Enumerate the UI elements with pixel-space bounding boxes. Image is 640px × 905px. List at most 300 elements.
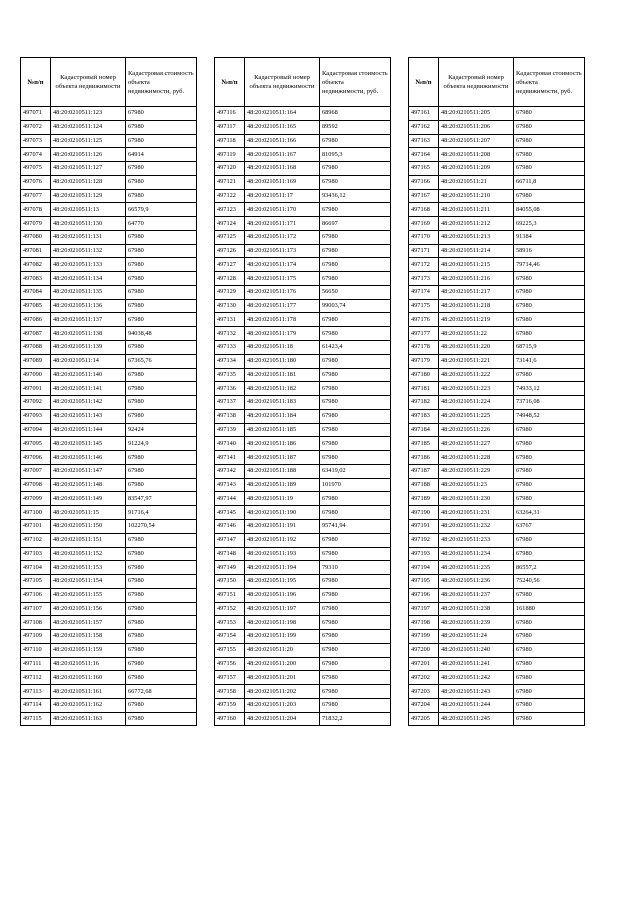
- cadastral-number: 48:20:0210511:198: [245, 616, 320, 630]
- table-row: [215, 602, 391, 616]
- table-row: [215, 203, 391, 217]
- cadastral-number: 48:20:0210511:124: [51, 120, 126, 134]
- row-number: 497131: [215, 313, 245, 327]
- row-number: 497075: [21, 162, 51, 176]
- table-row: [21, 685, 197, 699]
- table-row: [21, 313, 197, 327]
- cadastral-number: 48:20:0210511:235: [439, 561, 514, 575]
- row-number: 497177: [409, 327, 439, 341]
- table-row: [21, 107, 197, 121]
- table-row: [21, 616, 197, 630]
- cadastral-number: 48:20:0210511:158: [51, 630, 126, 644]
- cadastral-value: 67980: [320, 671, 391, 685]
- cadastral-value: 66711,8: [514, 175, 585, 189]
- cadastral-number: 48:20:0210511:240: [439, 643, 514, 657]
- cadastral-value: 61423,4: [320, 341, 391, 355]
- table-row: [21, 244, 197, 258]
- row-number: 497085: [21, 299, 51, 313]
- cadastral-number: 48:20:0210511:180: [245, 354, 320, 368]
- table-row: [215, 547, 391, 561]
- table-row: [215, 313, 391, 327]
- row-number: 497173: [409, 272, 439, 286]
- table-row: [409, 230, 585, 244]
- row-number: 497151: [215, 588, 245, 602]
- cadastral-number: 48:20:0210511:135: [51, 285, 126, 299]
- cadastral-value: 67980: [320, 134, 391, 148]
- cadastral-table-2: [214, 57, 391, 726]
- table-row: [21, 657, 197, 671]
- table-row: [409, 698, 585, 712]
- row-number: 497169: [409, 217, 439, 231]
- table-row: [215, 492, 391, 506]
- row-number: 497136: [215, 382, 245, 396]
- row-number: 497111: [21, 657, 51, 671]
- table-row: [21, 643, 197, 657]
- cadastral-number: 48:20:0210511:16: [51, 657, 126, 671]
- cadastral-value: 67980: [514, 327, 585, 341]
- cadastral-number: 48:20:0210511:15: [51, 506, 126, 520]
- cadastral-value: 67980: [320, 162, 391, 176]
- row-number: 497198: [409, 616, 439, 630]
- cadastral-number: 48:20:0210511:167: [245, 148, 320, 162]
- row-number: 497179: [409, 354, 439, 368]
- table-row: [215, 327, 391, 341]
- cadastral-number: 48:20:0210511:187: [245, 451, 320, 465]
- row-number: 497147: [215, 533, 245, 547]
- row-number: 497102: [21, 533, 51, 547]
- cadastral-number: 48:20:0210511:24: [439, 630, 514, 644]
- table-row: [215, 712, 391, 726]
- cadastral-value: 67980: [126, 285, 197, 299]
- cadastral-value: 67980: [320, 685, 391, 699]
- cadastral-value: 67980: [320, 354, 391, 368]
- cadastral-number: 48:20:0210511:123: [51, 107, 126, 121]
- table-row: [21, 354, 197, 368]
- row-number: 497153: [215, 616, 245, 630]
- cadastral-value: 67980: [514, 423, 585, 437]
- cadastral-value: 67980: [514, 685, 585, 699]
- row-number: 497126: [215, 244, 245, 258]
- row-number: 497150: [215, 575, 245, 589]
- table-row: [215, 671, 391, 685]
- row-number: 497123: [215, 203, 245, 217]
- cadastral-number: 48:20:0210511:146: [51, 451, 126, 465]
- cadastral-value: 67980: [514, 120, 585, 134]
- row-number: 497101: [21, 519, 51, 533]
- row-number: 497166: [409, 175, 439, 189]
- cadastral-value: 73716,08: [514, 396, 585, 410]
- cadastral-value: 67980: [514, 616, 585, 630]
- cadastral-number: 48:20:0210511:231: [439, 506, 514, 520]
- table-row: [21, 712, 197, 726]
- cadastral-value: 67980: [126, 120, 197, 134]
- cadastral-value: 67980: [320, 506, 391, 520]
- row-number: 497078: [21, 203, 51, 217]
- table-row: [21, 189, 197, 203]
- row-number: 497080: [21, 230, 51, 244]
- row-number: 497133: [215, 341, 245, 355]
- row-number: 497124: [215, 217, 245, 231]
- header-cadastral-value: Кадастровая стоимость объекта недвижимости, руб.: [514, 58, 585, 107]
- table-row: [215, 244, 391, 258]
- cadastral-number: 48:20:0210511:159: [51, 643, 126, 657]
- table-row: [21, 409, 197, 423]
- cadastral-value: 63767: [514, 519, 585, 533]
- table-row: [21, 396, 197, 410]
- table-row: [409, 203, 585, 217]
- cadastral-value: 67980: [514, 630, 585, 644]
- cadastral-number: 48:20:0210511:160: [51, 671, 126, 685]
- table-row: [215, 162, 391, 176]
- cadastral-number: 48:20:0210511:232: [439, 519, 514, 533]
- table-row: [21, 175, 197, 189]
- cadastral-number: 48:20:0210511:213: [439, 230, 514, 244]
- cadastral-number: 48:20:0210511:199: [245, 630, 320, 644]
- cadastral-number: 48:20:0210511:145: [51, 437, 126, 451]
- cadastral-number: 48:20:0210511:129: [51, 189, 126, 203]
- table-row: [215, 409, 391, 423]
- row-number: 497184: [409, 423, 439, 437]
- row-number: 497205: [409, 712, 439, 726]
- table-row: [409, 602, 585, 616]
- table-row: [409, 341, 585, 355]
- row-number: 497112: [21, 671, 51, 685]
- cadastral-number: 48:20:0210511:162: [51, 698, 126, 712]
- cadastral-number: 48:20:0210511:244: [439, 698, 514, 712]
- header-cadastral-number: Кадастровый номер объекта недвижимости: [51, 58, 126, 107]
- cadastral-number: 48:20:0210511:224: [439, 396, 514, 410]
- table-row: [409, 217, 585, 231]
- cadastral-number: 48:20:0210511:236: [439, 575, 514, 589]
- table-row: [21, 588, 197, 602]
- cadastral-value: 67980: [320, 588, 391, 602]
- row-number: 497181: [409, 382, 439, 396]
- table-row: [409, 313, 585, 327]
- row-number: 497119: [215, 148, 245, 162]
- row-number: 497134: [215, 354, 245, 368]
- cadastral-value: 67980: [514, 451, 585, 465]
- cadastral-number: 48:20:0210511:149: [51, 492, 126, 506]
- cadastral-value: 67980: [126, 671, 197, 685]
- cadastral-value: 67980: [320, 409, 391, 423]
- cadastral-number: 48:20:0210511:241: [439, 657, 514, 671]
- cadastral-value: 67980: [320, 368, 391, 382]
- table-row: [215, 506, 391, 520]
- cadastral-value: 94038,48: [126, 327, 197, 341]
- cadastral-value: 79310: [320, 561, 391, 575]
- cadastral-value: 67980: [514, 533, 585, 547]
- cadastral-value: 73141,6: [514, 354, 585, 368]
- row-number: 497140: [215, 437, 245, 451]
- table-row: [215, 437, 391, 451]
- table-row: [21, 368, 197, 382]
- cadastral-value: 67980: [320, 547, 391, 561]
- row-number: 497204: [409, 698, 439, 712]
- table-row: [21, 230, 197, 244]
- cadastral-value: 99003,74: [320, 299, 391, 313]
- cadastral-number: 48:20:0210511:229: [439, 464, 514, 478]
- table-row: [215, 685, 391, 699]
- row-number: 497145: [215, 506, 245, 520]
- cadastral-value: 67980: [514, 698, 585, 712]
- cadastral-number: 48:20:0210511:157: [51, 616, 126, 630]
- cadastral-number: 48:20:0210511:23: [439, 478, 514, 492]
- row-number: 497096: [21, 451, 51, 465]
- cadastral-number: 48:20:0210511:17: [245, 189, 320, 203]
- cadastral-value: 67980: [320, 313, 391, 327]
- table-row: [409, 492, 585, 506]
- cadastral-value: 67980: [126, 630, 197, 644]
- cadastral-value: 67980: [126, 341, 197, 355]
- cadastral-value: 67980: [126, 107, 197, 121]
- cadastral-value: 67980: [320, 533, 391, 547]
- cadastral-number: 48:20:0210511:190: [245, 506, 320, 520]
- cadastral-number: 48:20:0210511:168: [245, 162, 320, 176]
- row-number: 497100: [21, 506, 51, 520]
- cadastral-number: 48:20:0210511:127: [51, 162, 126, 176]
- table-row: [215, 272, 391, 286]
- cadastral-number: 48:20:0210511:179: [245, 327, 320, 341]
- table-row: [409, 134, 585, 148]
- cadastral-value: 91224,9: [126, 437, 197, 451]
- row-number: 497156: [215, 657, 245, 671]
- cadastral-number: 48:20:0210511:169: [245, 175, 320, 189]
- cadastral-number: 48:20:0210511:164: [245, 107, 320, 121]
- row-number: 497074: [21, 148, 51, 162]
- row-number: 497086: [21, 313, 51, 327]
- cadastral-value: 67980: [514, 437, 585, 451]
- cadastral-number: 48:20:0210511:155: [51, 588, 126, 602]
- cadastral-number: 48:20:0210511:216: [439, 272, 514, 286]
- cadastral-value: 67980: [320, 657, 391, 671]
- cadastral-value: 83547,97: [126, 492, 197, 506]
- table-row: [21, 341, 197, 355]
- cadastral-value: 67980: [320, 492, 391, 506]
- table-row: [409, 107, 585, 121]
- cadastral-value: 67980: [126, 299, 197, 313]
- cadastral-value: 67980: [126, 189, 197, 203]
- row-number: 497125: [215, 230, 245, 244]
- cadastral-value: 67980: [320, 272, 391, 286]
- row-number: 497088: [21, 341, 51, 355]
- table-row: [21, 561, 197, 575]
- row-number: 497202: [409, 671, 439, 685]
- cadastral-number: 48:20:0210511:156: [51, 602, 126, 616]
- row-number: 497143: [215, 478, 245, 492]
- table-row: [215, 616, 391, 630]
- cadastral-number: 48:20:0210511:181: [245, 368, 320, 382]
- cadastral-number: 48:20:0210511:223: [439, 382, 514, 396]
- cadastral-number: 48:20:0210511:130: [51, 217, 126, 231]
- cadastral-number: 48:20:0210511:189: [245, 478, 320, 492]
- cadastral-value: 67980: [514, 272, 585, 286]
- row-number: 497171: [409, 244, 439, 258]
- table-row: [215, 230, 391, 244]
- table-row: [21, 134, 197, 148]
- table-header-row: [21, 58, 197, 107]
- row-number: 497091: [21, 382, 51, 396]
- cadastral-number: 48:20:0210511:19: [245, 492, 320, 506]
- cadastral-value: 67980: [320, 698, 391, 712]
- cadastral-value: 56650: [320, 285, 391, 299]
- table-row: [409, 643, 585, 657]
- row-number: 497199: [409, 630, 439, 644]
- table-row: [21, 437, 197, 451]
- row-number: 497144: [215, 492, 245, 506]
- cadastral-value: 79714,46: [514, 258, 585, 272]
- table-row: [21, 533, 197, 547]
- cadastral-value: 74948,52: [514, 409, 585, 423]
- cadastral-number: 48:20:0210511:195: [245, 575, 320, 589]
- cadastral-number: 48:20:0210511:148: [51, 478, 126, 492]
- table-row: [409, 437, 585, 451]
- header-number: №п/п: [21, 58, 51, 107]
- cadastral-value: 67980: [514, 657, 585, 671]
- cadastral-value: 67980: [514, 134, 585, 148]
- cadastral-value: 93436,12: [320, 189, 391, 203]
- row-number: 497137: [215, 396, 245, 410]
- cadastral-value: 67980: [320, 616, 391, 630]
- cadastral-number: 48:20:0210511:225: [439, 409, 514, 423]
- row-number: 497162: [409, 120, 439, 134]
- table-row: [21, 285, 197, 299]
- row-number: 497139: [215, 423, 245, 437]
- table-body: [409, 107, 585, 726]
- row-number: 497152: [215, 602, 245, 616]
- row-number: 497182: [409, 396, 439, 410]
- table-row: [409, 423, 585, 437]
- cadastral-number: 48:20:0210511:173: [245, 244, 320, 258]
- cadastral-value: 67980: [126, 368, 197, 382]
- table-row: [409, 162, 585, 176]
- cadastral-value: 67980: [126, 451, 197, 465]
- cadastral-number: 48:20:0210511:138: [51, 327, 126, 341]
- table-row: [409, 561, 585, 575]
- row-number: 497072: [21, 120, 51, 134]
- row-number: 497149: [215, 561, 245, 575]
- table-row: [409, 616, 585, 630]
- table-row: [21, 162, 197, 176]
- table-row: [21, 575, 197, 589]
- cadastral-number: 48:20:0210511:137: [51, 313, 126, 327]
- cadastral-value: 67980: [514, 189, 585, 203]
- cadastral-value: 67980: [126, 561, 197, 575]
- table-row: [215, 451, 391, 465]
- cadastral-value: 75240,56: [514, 575, 585, 589]
- row-number: 497079: [21, 217, 51, 231]
- cadastral-value: 74933,12: [514, 382, 585, 396]
- row-number: 497201: [409, 657, 439, 671]
- table-row: [215, 134, 391, 148]
- row-number: 497094: [21, 423, 51, 437]
- cadastral-value: 68968: [320, 107, 391, 121]
- table-row: [409, 382, 585, 396]
- cadastral-number: 48:20:0210511:192: [245, 533, 320, 547]
- table-row: [215, 299, 391, 313]
- row-number: 497071: [21, 107, 51, 121]
- row-number: 497165: [409, 162, 439, 176]
- cadastral-number: 48:20:0210511:13: [51, 203, 126, 217]
- cadastral-value: 67980: [126, 162, 197, 176]
- cadastral-number: 48:20:0210511:154: [51, 575, 126, 589]
- cadastral-number: 48:20:0210511:227: [439, 437, 514, 451]
- cadastral-value: 67365,76: [126, 354, 197, 368]
- table-row: [21, 382, 197, 396]
- cadastral-number: 48:20:0210511:207: [439, 134, 514, 148]
- cadastral-number: 48:20:0210511:131: [51, 230, 126, 244]
- table-row: [215, 698, 391, 712]
- cadastral-number: 48:20:0210511:174: [245, 258, 320, 272]
- row-number: 497203: [409, 685, 439, 699]
- row-number: 497087: [21, 327, 51, 341]
- cadastral-value: 81095,3: [320, 148, 391, 162]
- table-row: [21, 272, 197, 286]
- table-row: [215, 341, 391, 355]
- table-row: [215, 588, 391, 602]
- row-number: 497099: [21, 492, 51, 506]
- row-number: 497155: [215, 643, 245, 657]
- table-body: [21, 107, 197, 726]
- table-row: [215, 533, 391, 547]
- cadastral-value: 67980: [320, 437, 391, 451]
- row-number: 497114: [21, 698, 51, 712]
- cadastral-value: 67980: [514, 671, 585, 685]
- cadastral-number: 48:20:0210511:218: [439, 299, 514, 313]
- cadastral-number: 48:20:0210511:205: [439, 107, 514, 121]
- cadastral-value: 67980: [126, 409, 197, 423]
- row-number: 497192: [409, 533, 439, 547]
- row-number: 497105: [21, 575, 51, 589]
- cadastral-number: 48:20:0210511:237: [439, 588, 514, 602]
- cadastral-number: 48:20:0210511:226: [439, 423, 514, 437]
- cadastral-number: 48:20:0210511:212: [439, 217, 514, 231]
- row-number: 497117: [215, 120, 245, 134]
- table-row: [409, 685, 585, 699]
- cadastral-value: 67980: [514, 299, 585, 313]
- cadastral-number: 48:20:0210511:239: [439, 616, 514, 630]
- table-row: [21, 602, 197, 616]
- cadastral-value: 69225,3: [514, 217, 585, 231]
- cadastral-number: 48:20:0210511:234: [439, 547, 514, 561]
- row-number: 497185: [409, 437, 439, 451]
- table-row: [409, 175, 585, 189]
- row-number: 497195: [409, 575, 439, 589]
- table-row: [215, 285, 391, 299]
- cadastral-number: 48:20:0210511:140: [51, 368, 126, 382]
- cadastral-number: 48:20:0210511:150: [51, 519, 126, 533]
- table-row: [409, 519, 585, 533]
- row-number: 497115: [21, 712, 51, 726]
- row-number: 497148: [215, 547, 245, 561]
- row-number: 497172: [409, 258, 439, 272]
- table-row: [21, 148, 197, 162]
- row-number: 497097: [21, 464, 51, 478]
- table-row: [21, 464, 197, 478]
- cadastral-number: 48:20:0210511:142: [51, 396, 126, 410]
- row-number: 497092: [21, 396, 51, 410]
- row-number: 497076: [21, 175, 51, 189]
- cadastral-number: 48:20:0210511:151: [51, 533, 126, 547]
- cadastral-value: 92424: [126, 423, 197, 437]
- row-number: 497090: [21, 368, 51, 382]
- row-number: 497084: [21, 285, 51, 299]
- cadastral-number: 48:20:0210511:20: [245, 643, 320, 657]
- row-number: 497146: [215, 519, 245, 533]
- cadastral-number: 48:20:0210511:22: [439, 327, 514, 341]
- cadastral-value: 68715,9: [514, 341, 585, 355]
- table-row: [215, 478, 391, 492]
- table-row: [215, 175, 391, 189]
